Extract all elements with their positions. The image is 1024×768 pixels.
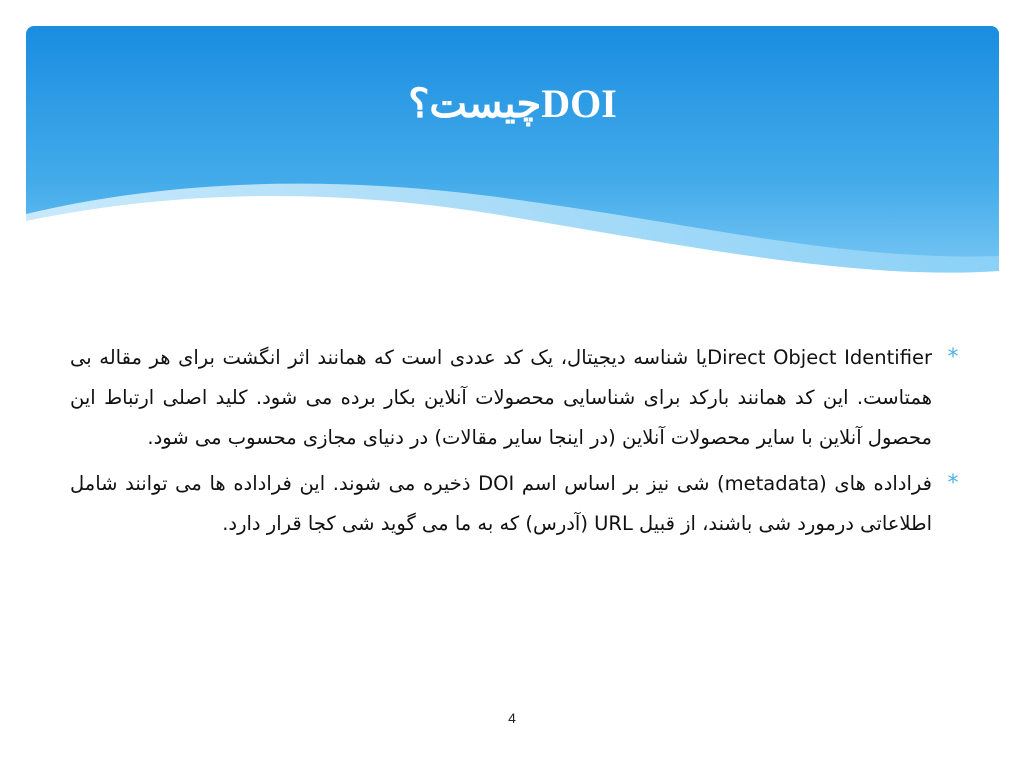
bullet-star-icon: * <box>947 471 959 496</box>
page-number: 4 <box>508 710 516 726</box>
bullet-list <box>70 338 959 550</box>
bullet-item-doi-definition <box>70 338 959 458</box>
slide-title <box>26 76 999 132</box>
slide-title-latin: DOI <box>541 81 617 126</box>
wave-background <box>26 26 999 286</box>
bullet-text: فراداده های (metadata) شی نیز بر اساس اسم DOI ذخیره می شوند. این فراداده ها می توانند شامل اطلاعاتی درمورد شی باشند، از قبیل URL (آدرس) که به ما می گوید شی کجا قرار دارد. <box>70 472 932 535</box>
bullet-star-icon: * <box>947 345 959 370</box>
bullet-text: Direct Object Identifierیا شناسه دیجیتال، یک کد عددی است که همانند اثر انگشت برای هر مقاله بی همتاست. این کد همانند بارکد برای شناسایی محصولات آنلاین بکار برده می شود. کلید اصلی ارتباط این محصول آنلاین با سایر محصولات آنلاین (در اینجا سایر مقالات) در دنیای مجازی محسوب می شود. <box>70 346 932 449</box>
bullet-item-metadata <box>70 464 959 544</box>
title-header-band <box>26 26 999 286</box>
slide-title-persian: چیست؟ <box>408 81 542 126</box>
